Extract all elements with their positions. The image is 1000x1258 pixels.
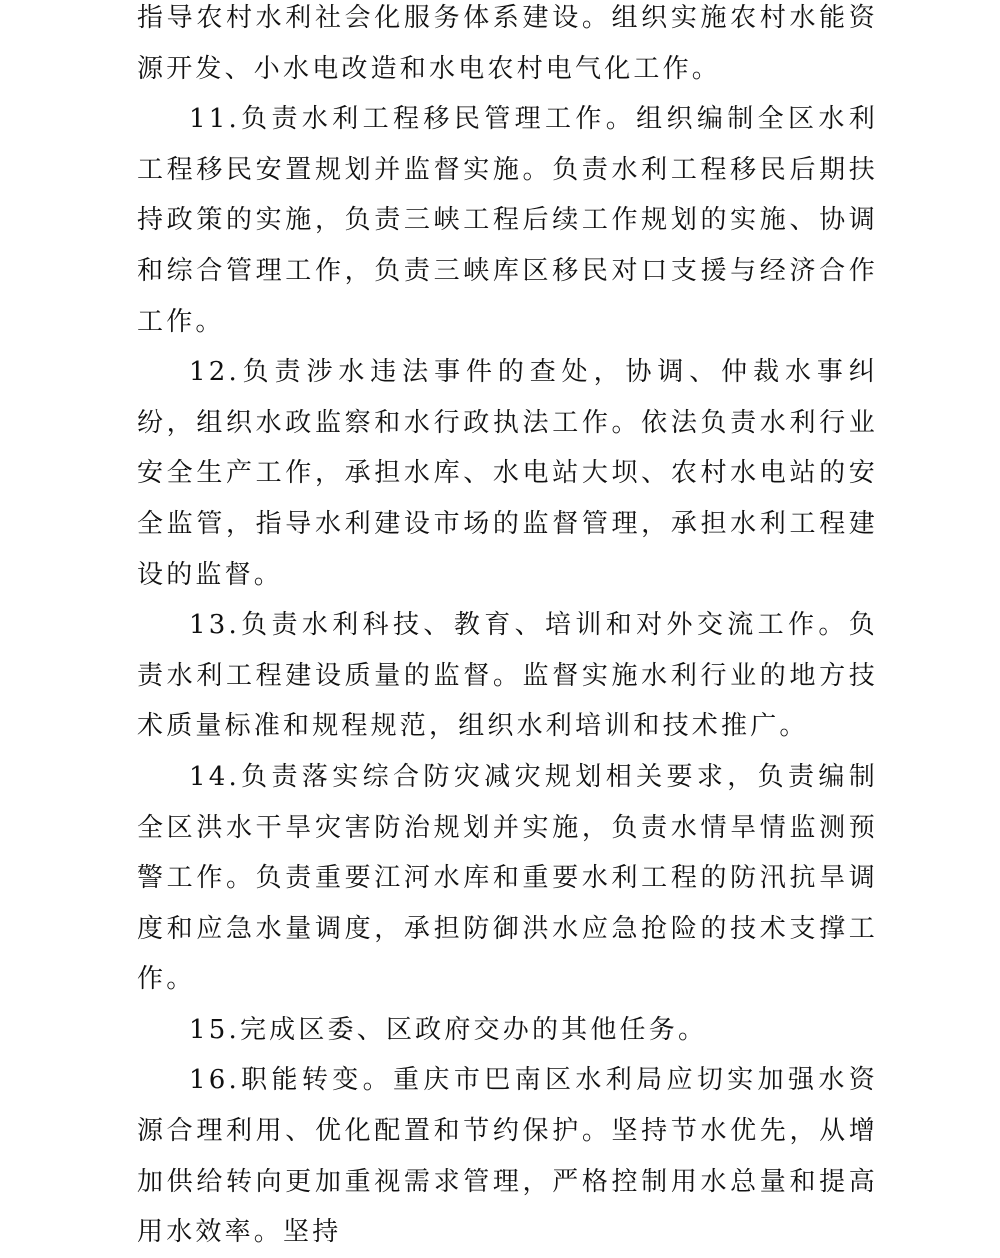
document-page <box>137 0 878 1258</box>
paragraph-item-16: 16.职能转变。重庆市巴南区水利局应切实加强水资源合理利用、优化配置和节约保护。坚持节水优先，从增加供给转向更加重视需求管理，严格控制用水总量和提高用水效率。坚持 <box>137 1065 878 1248</box>
paragraph-item-13: 13.负责水利科技、教育、培训和对外交流工作。负责水利工程建设质量的监督。监督实施水利行业的地方技术质量标准和规程规范，组织水利培训和技术推广。 <box>137 610 878 742</box>
paragraph-item-11: 11.负责水利工程移民管理工作。组织编制全区水利工程移民安置规划并监督实施。负责水利工程移民后期扶持政策的实施，负责三峡工程后续工作规划的实施、协调和综合管理工作，负责三峡库区移民对口支援与经济合作工作。 <box>137 104 878 337</box>
paragraph-item-10-continued: 指导农村水利社会化服务体系建设。组织实施农村水能资源开发、小水电改造和水电农村电气化工作。 <box>137 3 878 84</box>
paragraph-item-15: 15.完成区委、区政府交办的其他任务。 <box>189 1014 708 1045</box>
paragraph-item-14: 14.负责落实综合防灾减灾规划相关要求，负责编制全区洪水干旱灾害防治规划并实施，负责水情旱情监测预警工作。负责重要江河水库和重要水利工程的防汛抗旱调度和应急水量调度，承担防御洪水应急抢险的技术支撑工作。 <box>137 761 878 995</box>
paragraph-item-12: 12.负责涉水违法事件的查处，协调、仲裁水事纠纷，组织水政监察和水行政执法工作。依法负责水利行业安全生产工作，承担水库、水电站大坝、农村水电站的安全监管，指导水利建设市场的监督管理，承担水利工程建设的监督。 <box>137 357 878 590</box>
